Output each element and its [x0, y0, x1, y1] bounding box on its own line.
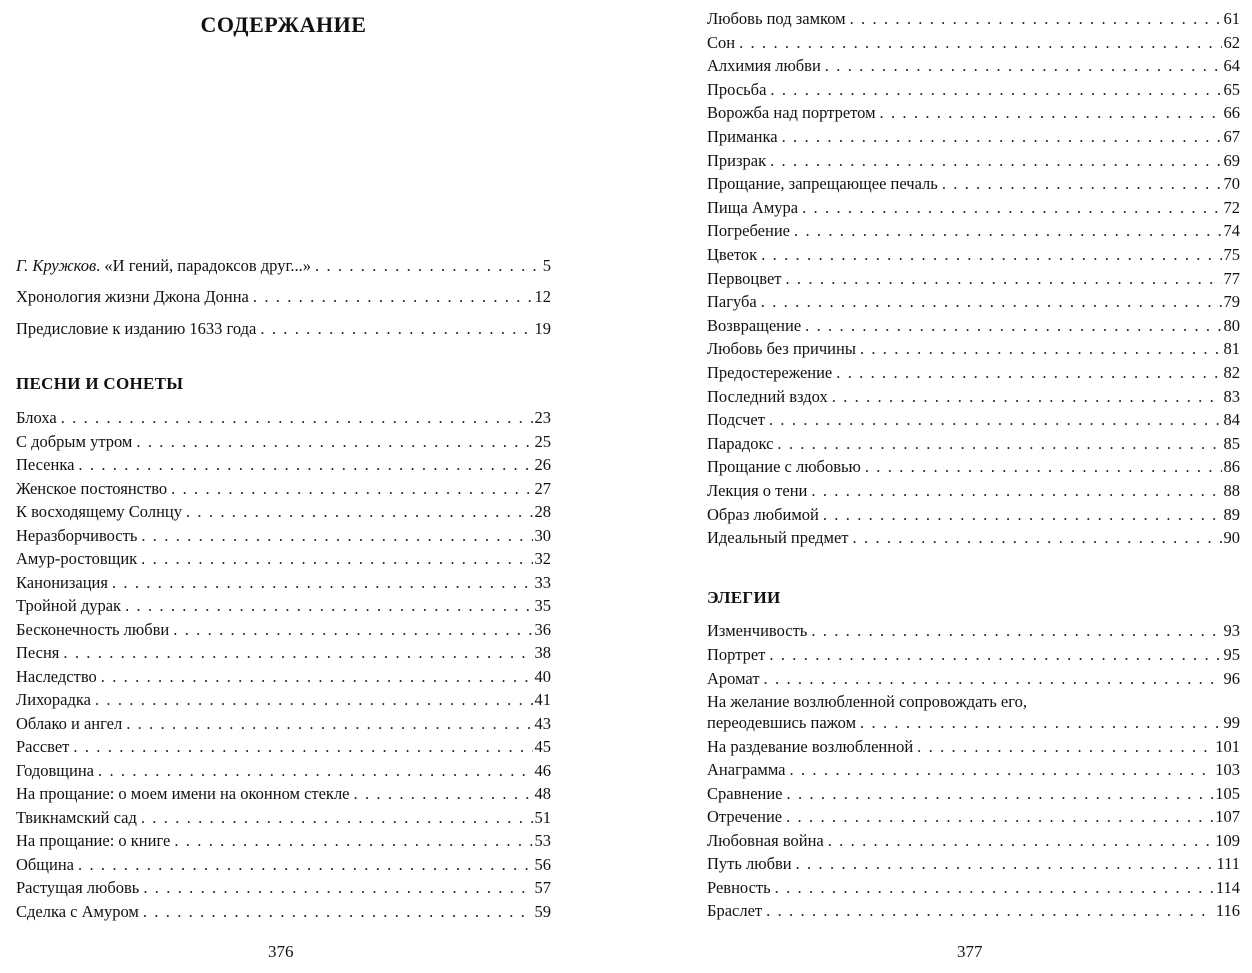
entry-title: Пагуба	[707, 292, 757, 312]
dot-leader	[253, 287, 533, 307]
toc-entry	[707, 713, 1240, 733]
entry-title: Приманка	[707, 127, 778, 146]
dot-leader	[315, 256, 541, 276]
dot-leader	[942, 174, 1222, 194]
toc-entry	[707, 645, 1240, 665]
entry-title: С добрым утром	[16, 431, 133, 451]
dot-leader	[769, 410, 1222, 430]
entry-title: переодевшись пажом	[707, 712, 857, 732]
toc-entry	[707, 174, 1240, 194]
toc-entry	[707, 151, 1240, 171]
entry-page: 109	[1215, 830, 1240, 850]
toc-entry	[707, 9, 1240, 29]
entry-page: 75	[1223, 245, 1240, 264]
dot-leader	[173, 620, 532, 640]
entry-title: Сравнение	[707, 783, 783, 803]
entry-page: 53	[534, 831, 551, 850]
entry-title: Рассвет	[16, 737, 70, 756]
dot-leader	[860, 339, 1222, 359]
toc-entry	[16, 526, 551, 546]
dot-leader	[917, 737, 1213, 757]
toc-entry	[707, 245, 1240, 265]
entry-author: Г. Кружков	[16, 256, 97, 275]
entry-page: 62	[1223, 32, 1240, 52]
entry-page: 35	[534, 596, 551, 615]
entry-page: 88	[1223, 481, 1240, 500]
dot-leader	[825, 56, 1222, 76]
dot-leader	[811, 481, 1221, 501]
entry-page: 36	[534, 619, 551, 639]
toc-entry	[16, 287, 551, 307]
toc-entry	[707, 56, 1240, 76]
toc-entry	[16, 549, 551, 569]
toc-entry	[707, 854, 1240, 874]
page-number: 376	[268, 942, 294, 961]
entry-page: 45	[534, 737, 551, 756]
toc-entry	[16, 831, 551, 851]
entry-title: Цветок	[707, 245, 758, 264]
entry-page: 28	[534, 502, 551, 521]
dot-leader	[136, 432, 532, 452]
entry-title: На прощание: о моем имени на оконном стекле	[16, 784, 350, 803]
toc-entry	[707, 807, 1240, 827]
entry-title: Хронология жизни Джона Донна	[16, 287, 249, 306]
toc-entry	[16, 432, 551, 452]
dot-leader	[775, 878, 1214, 898]
entry-title: Тройной дурак	[16, 596, 122, 615]
dot-leader	[354, 784, 533, 804]
toc-entry	[707, 103, 1240, 123]
toc-entry	[16, 256, 551, 276]
toc-entry	[707, 878, 1240, 898]
entry-title: Сделка с Амуром	[16, 901, 139, 921]
entry-page: 95	[1223, 645, 1240, 664]
dot-leader	[73, 737, 532, 757]
entry-page: 111	[1216, 854, 1240, 873]
toc-entry	[16, 855, 551, 875]
entry-title: Путь любви	[707, 854, 792, 873]
dot-leader	[828, 831, 1214, 851]
entry-title: Предисловие к изданию 1633 года	[16, 319, 257, 338]
toc-entry	[707, 410, 1240, 430]
entry-title: Портрет	[707, 645, 766, 664]
entry-title: Облако и ангел	[16, 713, 123, 733]
entry-title: Растущая любовь	[16, 878, 140, 897]
entry-title: Последний вздох	[707, 386, 828, 406]
entry-title: Песенка	[16, 455, 75, 474]
entry-page: 33	[534, 572, 551, 592]
entry-title: Возвращение	[707, 315, 802, 335]
section-heading: ПЕСНИ И СОНЕТЫ	[16, 374, 184, 393]
entry-title: Община	[16, 854, 74, 874]
dot-leader	[823, 505, 1222, 525]
dot-leader	[174, 831, 532, 851]
entry-page: 77	[1223, 268, 1240, 288]
entry-title-line1: На желание возлюбленной сопровождать его,	[707, 692, 1027, 711]
dot-leader	[860, 713, 1221, 733]
entry-title: Просьба	[707, 79, 767, 99]
toc-entry	[707, 481, 1240, 501]
entry-page: 107	[1215, 807, 1240, 826]
entry-title: Образ любимой	[707, 504, 819, 524]
entry-title: Любовная война	[707, 830, 824, 850]
toc-entry	[707, 269, 1240, 289]
dot-leader	[777, 434, 1221, 454]
toc-entry	[707, 363, 1240, 383]
entry-page: 74	[1223, 221, 1240, 241]
dot-leader	[764, 669, 1222, 689]
dot-leader	[769, 645, 1221, 665]
entry-title: Неразборчивость	[16, 525, 138, 545]
dot-leader	[794, 221, 1222, 241]
entry-title: Наследство	[16, 666, 97, 686]
entry-page: 82	[1223, 363, 1240, 382]
dot-leader	[811, 621, 1221, 641]
toc-entry	[707, 127, 1240, 147]
dot-leader	[95, 690, 533, 710]
dot-leader	[770, 80, 1221, 100]
entry-title: Сон	[707, 32, 736, 52]
dot-leader	[850, 9, 1222, 29]
dot-leader	[125, 596, 532, 616]
toc-entry	[16, 479, 551, 499]
entry-title: Парадокс	[707, 433, 774, 453]
toc-entry	[16, 455, 551, 475]
entry-title: Пища Амура	[707, 197, 799, 217]
entry-page: 30	[534, 525, 551, 545]
entry-title: Призрак	[707, 150, 767, 170]
dot-leader	[98, 761, 533, 781]
dot-leader	[126, 714, 532, 734]
dot-leader	[78, 855, 533, 875]
toc-entry	[16, 667, 551, 687]
entry-title: Отречение	[707, 807, 783, 826]
entry-page: 32	[534, 549, 551, 568]
entry-title: Первоцвет	[707, 268, 782, 288]
entry-title: Канонизация	[16, 572, 108, 592]
entry-title: На прощание: о книге	[16, 831, 171, 850]
entry-page: 79	[1223, 292, 1240, 312]
entry-page: 116	[1215, 901, 1240, 920]
dot-leader	[832, 387, 1222, 407]
entry-title: К восходящему Солнцу	[16, 502, 182, 521]
entry-page: 59	[534, 901, 551, 921]
dot-leader	[112, 573, 533, 593]
toc-entry	[16, 761, 551, 781]
entry-page: 93	[1223, 621, 1240, 640]
entry-title: Лихорадка	[16, 690, 91, 709]
entry-page: 85	[1223, 433, 1240, 453]
entry-page: 23	[534, 408, 551, 427]
entry-page: 72	[1223, 197, 1240, 217]
toc-entry	[707, 387, 1240, 407]
entry-page: 96	[1223, 668, 1240, 688]
entry-page: 40	[534, 666, 551, 686]
dot-leader	[141, 808, 533, 828]
entry-title: Бесконечность любви	[16, 619, 170, 639]
toc-entry	[707, 434, 1240, 454]
entry-title: Твикнамский сад	[16, 807, 137, 827]
dot-leader	[739, 33, 1221, 53]
toc-entry	[16, 878, 551, 898]
toc-entry	[16, 573, 551, 593]
entry-title: Ревность	[707, 877, 771, 897]
left-page	[16, 0, 551, 973]
entry-page: 90	[1223, 528, 1240, 548]
dot-leader	[786, 807, 1213, 827]
entry-title: Прощание с любовью	[707, 457, 861, 477]
entry-page: 57	[534, 878, 551, 897]
entry-page: 12	[534, 287, 551, 306]
toc-entry	[16, 643, 551, 663]
toc-entry	[16, 714, 551, 734]
toc-entry	[707, 457, 1240, 477]
entry-title: Прощание, запрещающее печаль	[707, 174, 938, 194]
entry-page: 19	[534, 319, 551, 338]
dot-leader	[787, 784, 1214, 804]
dot-leader	[143, 878, 532, 898]
dot-leader	[761, 245, 1221, 265]
dot-leader	[782, 127, 1222, 147]
entry-title: Блоха	[16, 408, 57, 427]
dot-leader	[260, 319, 532, 339]
page-number: 377	[957, 942, 983, 961]
toc-entry	[707, 831, 1240, 851]
dot-leader	[770, 151, 1221, 171]
entry-page: 83	[1223, 386, 1240, 406]
toc-entry	[707, 737, 1240, 757]
toc-entry-line1	[707, 692, 1240, 712]
entry-page: 89	[1223, 504, 1240, 524]
toc-entry	[707, 528, 1240, 548]
toc-entry	[16, 784, 551, 804]
entry-page: 61	[1223, 9, 1240, 28]
entry-page: 103	[1215, 760, 1240, 779]
dot-leader	[141, 526, 532, 546]
entry-page: 81	[1223, 339, 1240, 359]
entry-page: 26	[534, 455, 551, 474]
entry-page: 25	[534, 431, 551, 451]
entry-title: Песня	[16, 643, 60, 662]
entry-page: 114	[1215, 877, 1240, 897]
toc-entry	[707, 221, 1240, 241]
entry-page: 48	[534, 784, 551, 803]
dot-leader	[141, 549, 532, 569]
entry-page: 84	[1223, 410, 1240, 430]
dot-leader	[880, 103, 1222, 123]
dot-leader	[836, 363, 1221, 383]
entry-page: 65	[1223, 79, 1240, 99]
dot-leader	[61, 408, 533, 428]
entry-page: 43	[534, 713, 551, 733]
entry-title: Лекция о тени	[707, 481, 808, 500]
entry-title: Предостережение	[707, 363, 833, 382]
toc-entry	[707, 784, 1240, 804]
entry-title: На раздевание возлюбленной	[707, 736, 914, 756]
entry-title: Ворожба над портретом	[707, 103, 876, 123]
dot-leader	[805, 316, 1221, 336]
toc-entry	[707, 621, 1240, 641]
toc-entry	[707, 80, 1240, 100]
entry-page: 38	[534, 643, 551, 662]
toc-entry	[707, 760, 1240, 780]
entry-title: Изменчивость	[707, 621, 808, 640]
entry-title: Аромат	[707, 668, 760, 688]
entry-title: . «И гений, парадоксов друг...»	[96, 256, 311, 275]
entry-title: Алхимия любви	[707, 56, 821, 76]
dot-leader	[63, 643, 532, 663]
toc-entry	[707, 33, 1240, 53]
dot-leader	[802, 198, 1221, 218]
entry-page: 70	[1223, 174, 1240, 194]
toc-entry	[16, 690, 551, 710]
dot-leader	[143, 902, 533, 922]
toc-entry	[707, 316, 1240, 336]
dot-leader	[101, 667, 533, 687]
toc-entry	[16, 902, 551, 922]
entry-title: Анаграмма	[707, 760, 786, 779]
entry-page: 101	[1215, 736, 1240, 756]
dot-leader	[785, 269, 1221, 289]
entry-title: Идеальный предмет	[707, 528, 849, 548]
entry-page: 51	[534, 807, 551, 827]
toc-entry	[707, 339, 1240, 359]
entry-page: 67	[1223, 127, 1240, 146]
entry-title: Любовь под замком	[707, 9, 846, 28]
entry-page: 5	[542, 256, 551, 275]
right-page	[707, 0, 1240, 973]
dot-leader	[78, 455, 532, 475]
entry-page: 99	[1223, 712, 1240, 732]
entry-title: Женское постоянство	[16, 478, 168, 498]
toc-entry	[16, 737, 551, 757]
dot-leader	[766, 901, 1214, 921]
entry-title: Подсчет	[707, 410, 765, 430]
toc-entry	[707, 198, 1240, 218]
dot-leader	[790, 760, 1214, 780]
dot-leader	[796, 854, 1215, 874]
entry-title: Годовщина	[16, 760, 94, 780]
dot-leader	[171, 479, 532, 499]
toc-entry	[16, 408, 551, 428]
entry-page: 56	[534, 854, 551, 874]
entry-page: 41	[534, 690, 551, 709]
dot-leader	[186, 502, 533, 522]
dot-leader	[865, 457, 1222, 477]
entry-page: 64	[1223, 56, 1240, 76]
toc-entry	[707, 901, 1240, 921]
dot-leader	[853, 528, 1222, 548]
toc-entry	[16, 620, 551, 640]
entry-title: Любовь без причины	[707, 339, 856, 359]
entry-title: Погребение	[707, 221, 790, 241]
entry-page: 46	[534, 760, 551, 780]
entry-page: 86	[1223, 457, 1240, 477]
entry-page: 105	[1215, 783, 1240, 803]
toc-entry	[16, 808, 551, 828]
toc-entry	[16, 596, 551, 616]
toc-entry	[707, 669, 1240, 689]
entry-page: 69	[1223, 150, 1240, 170]
entry-page: 27	[534, 478, 551, 498]
entry-page: 80	[1223, 315, 1240, 335]
entry-page: 66	[1223, 103, 1240, 123]
contents-title: СОДЕРЖАНИЕ	[200, 12, 367, 37]
toc-entry	[16, 319, 551, 339]
toc-entry	[707, 292, 1240, 312]
entry-title: Амур-ростовщик	[16, 549, 138, 568]
toc-entry	[707, 505, 1240, 525]
section-heading: ЭЛЕГИИ	[707, 588, 781, 607]
toc-entry	[16, 502, 551, 522]
entry-title: Браслет	[707, 901, 763, 920]
dot-leader	[761, 292, 1222, 312]
